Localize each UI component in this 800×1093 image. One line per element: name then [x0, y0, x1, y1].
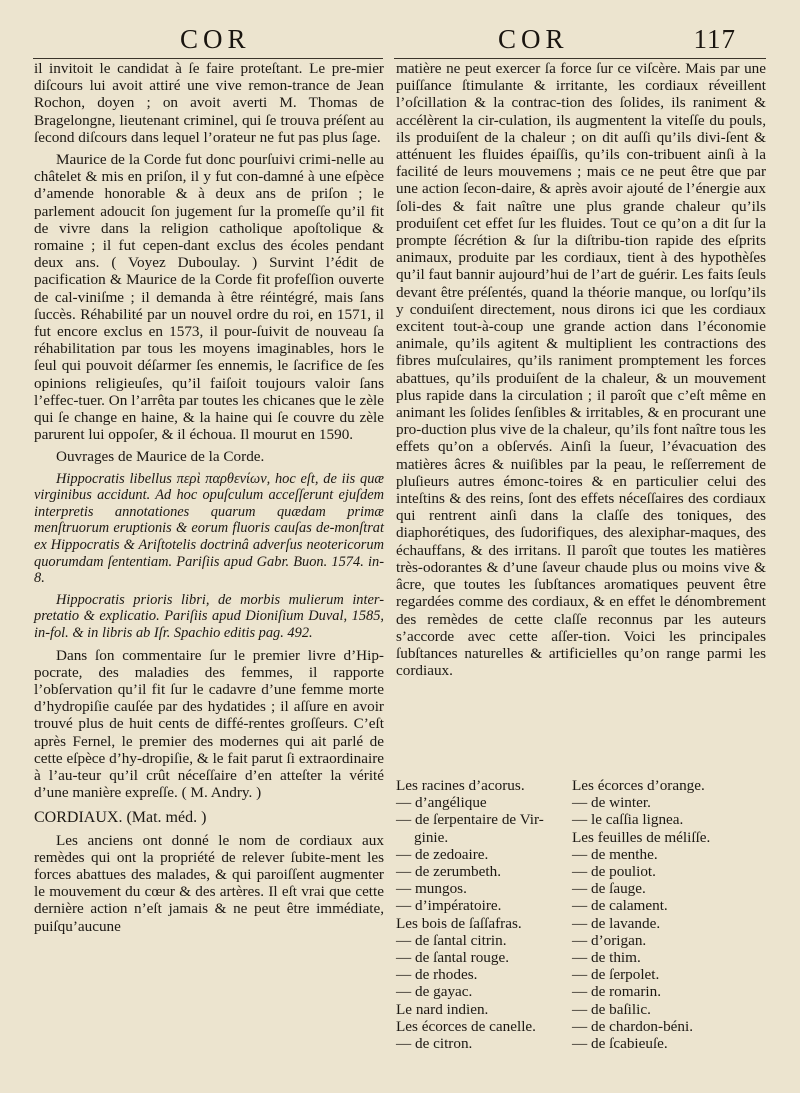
header-rule-right: [394, 58, 766, 59]
list-item: — de ſerpolet.: [572, 966, 660, 984]
header-rule-left: [33, 58, 383, 59]
list-item: ginie.: [414, 828, 449, 846]
remedy-list-right: [572, 777, 766, 1052]
bibliography-entry: Hippocratis libellus περὶ παρθενίων, hoc eſt, de iis quæ virginibus accidunt. Ad hoc opuſculum acceſſerunt ejuſdem interpretis annotationes quarum quædam primæ menſtruorum eruptionis & eorum fluoris cauſas de-monſtrat ex Hippocratis & Ariſtotelis doctrinâ adverſus neotericorum quorumdam ſententiam. Pariſiis apud Gabr. Buon. 1574. in-8.: [34, 470, 384, 587]
list-item: — de chardon-béni.: [572, 1017, 694, 1035]
list-item: Les bois de ſaſſafras.: [396, 914, 522, 932]
works-heading: Ouvrages de Maurice de la Corde.: [56, 448, 265, 466]
list-item: Les écorces de canelle.: [396, 1017, 536, 1035]
list-item: Les feuilles de méliſſe.: [572, 828, 711, 846]
list-item: — de baſilic.: [572, 1000, 651, 1018]
right-column: [396, 60, 766, 684]
running-head-right: COR: [498, 24, 569, 54]
bibliography-entry: Hippocratis prioris libri, de morbis mulierum inter-pretatio & explicatio. Pariſiis apud Dioniſium Duval, 1585, in-fol. & in libris ab Iſr. Spachio editis pag. 492.: [34, 591, 384, 642]
list-item: — de thim.: [572, 949, 641, 967]
list-item: — d’angélique: [396, 794, 487, 812]
remedy-list-left: [396, 777, 566, 1052]
left-column: [34, 60, 384, 940]
list-item: — de ſerpentaire de Vir-: [396, 811, 544, 829]
list-item: — de pouliot.: [572, 863, 656, 881]
paragraph: Maurice de la Corde fut donc pourſuivi crimi-nelle au châtelet & mis en priſon, il y fut con-damné à une eſpèce d’amende honorable & à deux ans de priſon ; le parlement adoucit ſon jugement ſur la promeſſe qu’il fit de vivre dans la religion catholique apoſtolique & romaine ; il fut cepen-dant exclus des écoles pendant deux ans. ( Voyez Duboulay. ) Survint l’édit de pacification & Maurice de la Corde fit profeſſion ouverte de cal-viniſme ; il demanda à être réintégré, mais ſans ſuccès. Réhabilité par un nouvel ordre du roi, en 1571, il fut encore exclus en 1573, il pour-ſuivit de nouveau ſa réhabilitation par tous les moyens imaginables, hors le ſeul qui pouvoit déſarmer ſes ennemis, le ſacrifice de ſes opinions religieuſes, qu’il faiſoit toujours valoir ſans l’effec-tuer. On l’arrêta par toutes les chicanes que le zèle qui ſe change en haine, & la haine qui ſe couvre du zèle parurent lui oppoſer, & il échoua. Il mourut en 1590.: [34, 151, 384, 444]
list-item: — d’impératoire.: [396, 897, 502, 915]
list-item: — de ſauge.: [572, 880, 646, 898]
list-item: — de ſantal citrin.: [396, 931, 507, 949]
list-item: Les écorces d’orange.: [572, 777, 705, 794]
paragraph: matière ne peut exercer ſa force ſur ce viſcère. Mais par une puiſſance ſtimulante & irritante, les cordiaux réveillent l’oſcillation & la contrac-tion des ſolides, ils raniment & accélèrent la cir-culation, ils augmentent la viteſſe du pouls, ils produiſent de la chaleur ; on dit auſſi qu’ils divi-ſent & atténuent les fluides épaiſſis, qu’ils con-tribuent ainſi à la facilité de leurs mouvemens ; mais ce ne peut être que par une action ſecon-daire, & après avoir ajouté de l’énergie aux ſoli-des & fait naître une plus grande chaleur qu’ils produiſent cet effet ſur les fluides. Tout ce qu’on a dit ſur la prompte ſécrétion & ſur la diſtribu-tion rapide des eſprits animaux, produite par les cordiaux, tient à des hypothèſes qu’il faut bannir aujourd’hui de l’art de guérir. Les faits ſeuls devant être préſentés, quand la théorie manque, ou lorſqu’ils y conduiſent directement, nous dirons ici que les cordiaux excitent tout-à-coup une grande action dans l’économie animale, qu’ils agitent & multiplient les contractions des fibres muſculaires, qu’ils raniment promptement les forces abattues, qu’ils produiſent de la chaleur, & un mouvement plus rapide dans la circulation ; il paroît que c’eſt même en animant les ſolides ſenſibles & irritables, & en procurant une pro-duction plus vive de la chaleur, qu’ils font naître tous les effets qu’on a obſervés. Ainſi la ſueur, l’évacuation des matières âcres & nuiſibles par la peau, le reſſerrement de pluſieurs autres émonc-toires & en particulier celui des inteſtins & des reins, ſont des effets néceſſaires des cordiaux qui rentrent ainſi dans la claſſe des toniques, des diaphorétiques, des ſudorifiques, des alexiphar-maques, des échauffans, & des irritans. Il paroît que toutes les matières très-odorantes & d’une ſaveur chaude plus ou moins vive & âcre, que toutes les ſubſtances aromatiques peuvent être regardées comme des cordiaux, & en effet le dénombrement des remèdes de cette claſſe reconnus par les auteurs s’accorde avec cette aſſer-tion. Voici les principales ſubſtances naturelles & artificielles qu’on range parmi les cordiaux.: [396, 60, 766, 680]
paragraph: Dans ſon commentaire ſur le premier livre d’Hip-pocrate, des maladies des femmes, il rapporte l’obſervation qu’il fit ſur le cadavre d’une femme morte d’hydropiſie cauſée par des hydatides ; il aſſure en avoir trouvé plus de huit cents de diffé-rentes groſſeurs. C’eſt après Fernel, le premier des modernes qui ait parlé de cette eſpèce d’hy-dropiſie, & le fait parut ſi extraordinaire à l’au-teur qu’il crût néceſſaire d’en atteſter la vérité d’une manière expreſſe. ( M. Andry. ): [34, 646, 384, 802]
list-item: — de calament.: [572, 897, 668, 915]
paragraph: il invitoit le candidat à ſe faire proteſtant. Le pre-mier diſcours lui avoit attiré une vive remon-trance de Jean Rochon, doyen ; on avoit averti M. Thomas de Bragelongne, lieutenant criminel, qui ſe trouva préſent au ſecond diſcours dans lequel l’orateur ne fut pas plus ſage.: [34, 60, 384, 146]
list-item: — de gayac.: [396, 983, 473, 1001]
list-item: — de ſcabieuſe.: [572, 1035, 668, 1053]
list-item: — de rhodes.: [396, 966, 478, 984]
list-item: Le nard indien.: [396, 1000, 489, 1018]
list-item: — de ſantal rouge.: [396, 949, 510, 967]
list-item: — de menthe.: [572, 845, 658, 863]
running-head-left: COR: [180, 24, 251, 54]
page-number: 117: [693, 24, 736, 54]
list-item: — d’origan.: [572, 931, 647, 949]
paragraph: Les anciens ont donné le nom de cordiaux aux remèdes qui ont la propriété de relever ſubite-ment les forces abattues des malades, & qui paroiſſent augmenter le mouvement du cœur & des artères. Il eſt vrai que cette dernière action n’eſt jamais & ne peut être immédiate, puiſqu’aucune: [34, 831, 384, 935]
article-heading: CORDIAUX. (Mat. méd. ): [34, 809, 207, 827]
list-item: — mungos.: [396, 880, 467, 898]
list-item: — de citron.: [396, 1035, 473, 1053]
list-item: — de zedoaire.: [396, 845, 489, 863]
list-item: — de romarin.: [572, 983, 661, 1001]
list-item: — de winter.: [572, 794, 651, 812]
list-item: — de lavande.: [572, 914, 661, 932]
list-item: — de zerumbeth.: [396, 863, 502, 881]
list-item: Les racines d’acorus.: [396, 777, 525, 794]
list-item: — le caſſia lignea.: [572, 811, 684, 829]
